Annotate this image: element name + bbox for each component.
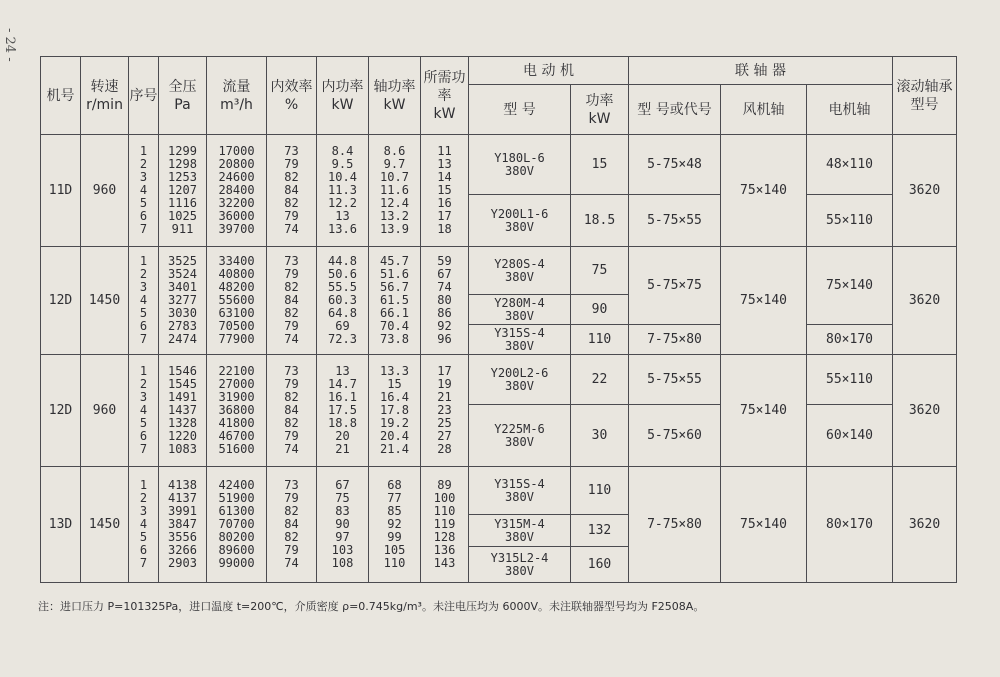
cell-value: 100 [433, 491, 456, 505]
col-fan-shaft: 风机轴 [721, 85, 807, 135]
cell-value: 17.8 [380, 403, 409, 417]
cell-value: 39700 [218, 222, 255, 236]
cell-value: 9.7 [383, 157, 406, 171]
cell-value: 15 [387, 377, 402, 391]
motor-power-cell: 15 [571, 135, 629, 195]
motor-power-cell: 18.5 [571, 195, 629, 247]
cell-value: 10.4 [328, 170, 357, 184]
cell-value: 79 [284, 429, 299, 443]
cell-value: 7 [139, 332, 148, 346]
pressure-cell [159, 355, 207, 467]
fan-shaft-cell: 75×140 [721, 467, 807, 583]
cell-value: 105 [383, 543, 406, 557]
cell-value: 13.3 [380, 364, 409, 378]
seq-cell [129, 135, 159, 247]
cell-value: 73 [284, 144, 299, 158]
cell-value: 82 [284, 416, 299, 430]
cell-value: 17 [437, 209, 452, 223]
cell-value: 15 [437, 183, 452, 197]
cell-value: 44.8 [328, 254, 357, 268]
cell-value: 1328 [168, 416, 197, 430]
cell-value: 9.5 [331, 157, 354, 171]
cell-value: 1 [139, 254, 148, 268]
coupling-model-cell: 7-75×80 [629, 467, 721, 583]
seq-cell [129, 355, 159, 467]
cell-value: 80200 [218, 530, 255, 544]
cell-value: 51900 [218, 491, 255, 505]
flow-cell [207, 467, 267, 583]
internal-power-cell [317, 355, 369, 467]
cell-value: 74 [437, 280, 452, 294]
cell-value: 50.6 [328, 267, 357, 281]
cell-value: 119 [433, 517, 456, 531]
footnote: 注：进口压力 P=101325Pa，进口温度 t=200℃，介质密度 ρ=0.745kg/m³。未注电压均为 6000V。未注联轴器型号均为 F2508A。 [38, 600, 705, 613]
cell-value: 17000 [218, 144, 255, 158]
cell-value: 13 [437, 157, 452, 171]
cell-value: 79 [284, 377, 299, 391]
motor-power-cell: 90 [571, 295, 629, 325]
cell-value: 92 [387, 517, 402, 531]
cell-value: 14.7 [328, 377, 357, 391]
speed-cell: 1450 [81, 247, 129, 355]
fan-shaft-cell: 75×140 [721, 247, 807, 355]
cell-value: 1116 [168, 196, 197, 210]
motor-model-cell: Y180L-6 380V [469, 135, 571, 195]
machine-cell: 11D [41, 135, 81, 247]
cell-value: 8.6 [383, 144, 406, 158]
cell-value: 19.2 [380, 416, 409, 430]
motor-shaft-cell: 75×140 [807, 247, 893, 325]
speed-cell: 1450 [81, 467, 129, 583]
required-power-cell [421, 247, 469, 355]
cell-value: 74 [284, 222, 299, 236]
cell-value: 2 [139, 377, 148, 391]
cell-value: 16 [437, 196, 452, 210]
cell-value: 90 [335, 517, 350, 531]
cell-value: 82 [284, 504, 299, 518]
cell-value: 14 [437, 170, 452, 184]
cell-value: 40800 [218, 267, 255, 281]
cell-value: 5 [139, 530, 148, 544]
fan-spec-table [40, 56, 957, 583]
cell-value: 13.2 [380, 209, 409, 223]
cell-value: 1298 [168, 157, 197, 171]
fan-shaft-cell: 75×140 [721, 355, 807, 467]
cell-value: 3266 [168, 543, 197, 557]
cell-value: 4138 [168, 478, 197, 492]
cell-value: 2783 [168, 319, 197, 333]
cell-value: 36800 [218, 403, 255, 417]
cell-value: 21 [437, 390, 452, 404]
cell-value: 8.4 [331, 144, 354, 158]
motor-shaft-cell: 80×170 [807, 325, 893, 355]
col-coupling-model: 型 号或代号 [629, 85, 721, 135]
cell-value: 3 [139, 390, 148, 404]
cell-value: 143 [433, 556, 456, 570]
motor-model-cell: Y315S-4 380V [469, 325, 571, 355]
machine-cell: 12D [41, 247, 81, 355]
cell-value: 6 [139, 319, 148, 333]
seq-cell [129, 247, 159, 355]
cell-value: 1207 [168, 183, 197, 197]
internal-power-cell [317, 247, 369, 355]
internal-power-cell [317, 467, 369, 583]
cell-value: 75 [335, 491, 350, 505]
motor-model-cell: Y315M-4 380V [469, 515, 571, 547]
motor-power-cell: 132 [571, 515, 629, 547]
cell-value: 3991 [168, 504, 197, 518]
motor-model-cell: Y280S-4 380V [469, 247, 571, 295]
cell-value: 2474 [168, 332, 197, 346]
cell-value: 92 [437, 319, 452, 333]
cell-value: 77 [387, 491, 402, 505]
cell-value: 3847 [168, 517, 197, 531]
cell-value: 110 [433, 504, 456, 518]
cell-value: 3556 [168, 530, 197, 544]
cell-value: 6 [139, 543, 148, 557]
bearing-cell: 3620 [893, 135, 957, 247]
cell-value: 7 [139, 442, 148, 456]
cell-value: 1083 [168, 442, 197, 456]
pressure-cell [159, 247, 207, 355]
col-internal-eff: 内效率 % [267, 57, 317, 135]
required-power-cell [421, 467, 469, 583]
required-power-cell [421, 135, 469, 247]
table-row [41, 355, 957, 405]
cell-value: 74 [284, 442, 299, 456]
page-number: - 24 - [2, 28, 17, 62]
pressure-cell [159, 467, 207, 583]
cell-value: 6 [139, 209, 148, 223]
cell-value: 21.4 [380, 442, 409, 456]
cell-value: 25 [437, 416, 452, 430]
cell-value: 5 [139, 416, 148, 430]
cell-value: 7 [139, 222, 148, 236]
cell-value: 70700 [218, 517, 255, 531]
eff-cell [267, 247, 317, 355]
cell-value: 28 [437, 442, 452, 456]
cell-value: 3 [139, 170, 148, 184]
bearing-cell: 3620 [893, 467, 957, 583]
cell-value: 7 [139, 556, 148, 570]
cell-value: 16.4 [380, 390, 409, 404]
machine-cell: 12D [41, 355, 81, 467]
cell-value: 1491 [168, 390, 197, 404]
col-motor-power: 功率 kW [571, 85, 629, 135]
cell-value: 74 [284, 556, 299, 570]
cell-value: 3277 [168, 293, 197, 307]
seq-cell [129, 467, 159, 583]
cell-value: 6 [139, 429, 148, 443]
cell-value: 80 [437, 293, 452, 307]
col-speed: 转速 r/min [81, 57, 129, 135]
motor-power-cell: 110 [571, 467, 629, 515]
motor-model-cell: Y225M-6 380V [469, 405, 571, 467]
cell-value: 66.1 [380, 306, 409, 320]
cell-value: 32200 [218, 196, 255, 210]
cell-value: 3030 [168, 306, 197, 320]
cell-value: 84 [284, 293, 299, 307]
cell-value: 18.8 [328, 416, 357, 430]
cell-value: 27 [437, 429, 452, 443]
cell-value: 69 [335, 319, 350, 333]
coupling-model-cell: 5-75×55 [629, 195, 721, 247]
shaft-power-cell [369, 355, 421, 467]
motor-model-cell: Y315S-4 380V [469, 467, 571, 515]
col-bearing: 滚动轴承型号 [893, 57, 957, 135]
coupling-model-cell: 7-75×80 [629, 325, 721, 355]
cell-value: 13.6 [328, 222, 357, 236]
cell-value: 28400 [218, 183, 255, 197]
col-motor-model: 型 号 [469, 85, 571, 135]
cell-value: 2 [139, 157, 148, 171]
table-body [41, 135, 957, 583]
cell-value: 51600 [218, 442, 255, 456]
cell-value: 56.7 [380, 280, 409, 294]
cell-value: 55.5 [328, 280, 357, 294]
motor-shaft-cell: 80×170 [807, 467, 893, 583]
cell-value: 3 [139, 280, 148, 294]
coupling-model-cell: 5-75×60 [629, 405, 721, 467]
cell-value: 68 [387, 478, 402, 492]
cell-value: 48200 [218, 280, 255, 294]
eff-cell [267, 135, 317, 247]
cell-value: 2903 [168, 556, 197, 570]
table-row [41, 467, 957, 515]
cell-value: 1253 [168, 170, 197, 184]
cell-value: 42400 [218, 478, 255, 492]
cell-value: 17.5 [328, 403, 357, 417]
flow-cell [207, 135, 267, 247]
cell-value: 1437 [168, 403, 197, 417]
motor-model-cell: Y280M-4 380V [469, 295, 571, 325]
cell-value: 1299 [168, 144, 197, 158]
cell-value: 3 [139, 504, 148, 518]
bearing-cell: 3620 [893, 355, 957, 467]
motor-power-cell: 110 [571, 325, 629, 355]
cell-value: 1220 [168, 429, 197, 443]
cell-value: 82 [284, 170, 299, 184]
flow-cell [207, 247, 267, 355]
col-shaft-power: 轴功率 kW [369, 57, 421, 135]
cell-value: 136 [433, 543, 456, 557]
motor-power-cell: 160 [571, 547, 629, 583]
col-flow: 流量 m³/h [207, 57, 267, 135]
cell-value: 1545 [168, 377, 197, 391]
cell-value: 67 [437, 267, 452, 281]
col-total-pressure: 全压 Pa [159, 57, 207, 135]
coupling-model-cell: 5-75×55 [629, 355, 721, 405]
cell-value: 24600 [218, 170, 255, 184]
cell-value: 17 [437, 364, 452, 378]
cell-value: 64.8 [328, 306, 357, 320]
pressure-cell [159, 135, 207, 247]
cell-value: 70.4 [380, 319, 409, 333]
cell-value: 79 [284, 543, 299, 557]
speed-cell: 960 [81, 355, 129, 467]
cell-value: 82 [284, 530, 299, 544]
motor-power-cell: 30 [571, 405, 629, 467]
shaft-power-cell [369, 467, 421, 583]
cell-value: 63100 [218, 306, 255, 320]
motor-model-cell: Y200L1-6 380V [469, 195, 571, 247]
cell-value: 46700 [218, 429, 255, 443]
col-coupling: 联 轴 器 [629, 57, 893, 85]
cell-value: 20.4 [380, 429, 409, 443]
cell-value: 23 [437, 403, 452, 417]
cell-value: 4 [139, 293, 148, 307]
coupling-model-cell: 5-75×48 [629, 135, 721, 195]
table-row [41, 135, 957, 195]
cell-value: 5 [139, 306, 148, 320]
internal-power-cell [317, 135, 369, 247]
coupling-model-cell: 5-75×75 [629, 247, 721, 325]
cell-value: 79 [284, 157, 299, 171]
cell-value: 5 [139, 196, 148, 210]
cell-value: 89600 [218, 543, 255, 557]
cell-value: 79 [284, 319, 299, 333]
cell-value: 911 [171, 222, 194, 236]
cell-value: 27000 [218, 377, 255, 391]
cell-value: 1546 [168, 364, 197, 378]
cell-value: 31900 [218, 390, 255, 404]
cell-value: 12.4 [380, 196, 409, 210]
bearing-cell: 3620 [893, 247, 957, 355]
col-seq: 序号 [129, 57, 159, 135]
cell-value: 1025 [168, 209, 197, 223]
cell-value: 16.1 [328, 390, 357, 404]
cell-value: 99000 [218, 556, 255, 570]
shaft-power-cell [369, 247, 421, 355]
eff-cell [267, 355, 317, 467]
table-row [41, 247, 957, 295]
cell-value: 84 [284, 403, 299, 417]
cell-value: 11.3 [328, 183, 357, 197]
shaft-power-cell [369, 135, 421, 247]
col-required-power: 所需功率 kW [421, 57, 469, 135]
cell-value: 59 [437, 254, 452, 268]
cell-value: 86 [437, 306, 452, 320]
eff-cell [267, 467, 317, 583]
cell-value: 11.6 [380, 183, 409, 197]
motor-model-cell: Y200L2-6 380V [469, 355, 571, 405]
motor-power-cell: 22 [571, 355, 629, 405]
cell-value: 97 [335, 530, 350, 544]
cell-value: 77900 [218, 332, 255, 346]
motor-shaft-cell: 55×110 [807, 355, 893, 405]
cell-value: 96 [437, 332, 452, 346]
cell-value: 18 [437, 222, 452, 236]
cell-value: 82 [284, 306, 299, 320]
cell-value: 10.7 [380, 170, 409, 184]
cell-value: 70500 [218, 319, 255, 333]
cell-value: 84 [284, 517, 299, 531]
cell-value: 4137 [168, 491, 197, 505]
cell-value: 82 [284, 390, 299, 404]
cell-value: 73 [284, 478, 299, 492]
cell-value: 13.9 [380, 222, 409, 236]
cell-value: 4 [139, 183, 148, 197]
cell-value: 4 [139, 517, 148, 531]
cell-value: 82 [284, 280, 299, 294]
cell-value: 36000 [218, 209, 255, 223]
cell-value: 108 [331, 556, 354, 570]
cell-value: 20800 [218, 157, 255, 171]
cell-value: 20 [335, 429, 350, 443]
cell-value: 55600 [218, 293, 255, 307]
cell-value: 72.3 [328, 332, 357, 346]
cell-value: 110 [383, 556, 406, 570]
machine-cell: 13D [41, 467, 81, 583]
cell-value: 51.6 [380, 267, 409, 281]
cell-value: 79 [284, 491, 299, 505]
cell-value: 45.7 [380, 254, 409, 268]
cell-value: 79 [284, 209, 299, 223]
motor-model-cell: Y315L2-4 380V [469, 547, 571, 583]
motor-shaft-cell: 55×110 [807, 195, 893, 247]
cell-value: 21 [335, 442, 350, 456]
cell-value: 74 [284, 332, 299, 346]
cell-value: 19 [437, 377, 452, 391]
cell-value: 2 [139, 267, 148, 281]
cell-value: 61.5 [380, 293, 409, 307]
cell-value: 84 [284, 183, 299, 197]
cell-value: 1 [139, 478, 148, 492]
speed-cell: 960 [81, 135, 129, 247]
cell-value: 82 [284, 196, 299, 210]
cell-value: 61300 [218, 504, 255, 518]
cell-value: 89 [437, 478, 452, 492]
cell-value: 22100 [218, 364, 255, 378]
motor-shaft-cell: 60×140 [807, 405, 893, 467]
cell-value: 2 [139, 491, 148, 505]
cell-value: 79 [284, 267, 299, 281]
cell-value: 3401 [168, 280, 197, 294]
cell-value: 41800 [218, 416, 255, 430]
col-motor-shaft: 电机轴 [807, 85, 893, 135]
col-machine-no: 机号 [41, 57, 81, 135]
cell-value: 3525 [168, 254, 197, 268]
cell-value: 85 [387, 504, 402, 518]
col-internal-power: 内功率 kW [317, 57, 369, 135]
cell-value: 67 [335, 478, 350, 492]
required-power-cell [421, 355, 469, 467]
cell-value: 4 [139, 403, 148, 417]
fan-shaft-cell: 75×140 [721, 135, 807, 247]
cell-value: 33400 [218, 254, 255, 268]
cell-value: 73.8 [380, 332, 409, 346]
cell-value: 1 [139, 364, 148, 378]
motor-power-cell: 75 [571, 247, 629, 295]
cell-value: 128 [433, 530, 456, 544]
cell-value: 99 [387, 530, 402, 544]
cell-value: 13 [335, 364, 350, 378]
cell-value: 13 [335, 209, 350, 223]
cell-value: 60.3 [328, 293, 357, 307]
cell-value: 83 [335, 504, 350, 518]
motor-shaft-cell: 48×110 [807, 135, 893, 195]
cell-value: 103 [331, 543, 354, 557]
cell-value: 12.2 [328, 196, 357, 210]
cell-value: 73 [284, 364, 299, 378]
cell-value: 11 [437, 144, 452, 158]
flow-cell [207, 355, 267, 467]
cell-value: 73 [284, 254, 299, 268]
col-motor: 电 动 机 [469, 57, 629, 85]
cell-value: 3524 [168, 267, 197, 281]
cell-value: 1 [139, 144, 148, 158]
